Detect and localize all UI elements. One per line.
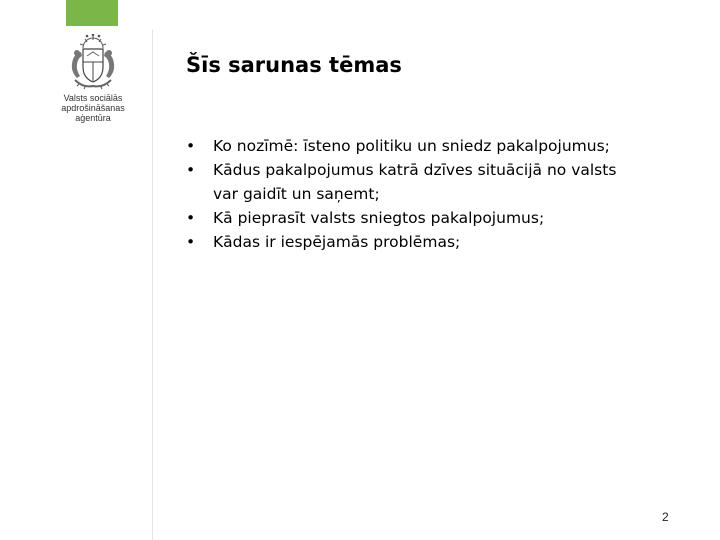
bullet-icon: •: [186, 137, 196, 155]
list-item-text: Kādus pakalpojumus katrā dzīves situācijā no valsts var gaidīt un saņemt;: [213, 161, 617, 203]
agency-name-line-3: aģentūra: [75, 113, 111, 123]
bullet-icon: •: [186, 161, 196, 179]
latvia-coat-of-arms-icon: [65, 34, 121, 90]
agency-name-line-2: apdrošināšanas: [61, 103, 125, 113]
bullet-icon: •: [186, 233, 196, 251]
list-item: [184, 158, 644, 206]
list-item-text: Kā pieprasīt valsts sniegtos pakalpojumus;: [213, 209, 545, 227]
list-item-text: Kādas ir iespējamās problēmas;: [213, 233, 461, 251]
topics-list: [184, 134, 644, 254]
bullet-icon: •: [186, 209, 196, 227]
agency-logo: [56, 34, 130, 123]
list-item-text: Ko nozīmē: īsteno politiku un sniedz pakalpojumus;: [213, 137, 610, 155]
sidebar-divider: [152, 30, 153, 540]
accent-bar: [66, 0, 118, 26]
agency-name-line-1: Valsts sociālās: [63, 93, 123, 103]
agency-name: [56, 93, 130, 123]
list-item: [184, 206, 644, 230]
slide-title: Šīs sarunas tēmas: [186, 53, 402, 77]
list-item: [184, 134, 644, 158]
page-number: 2: [662, 510, 669, 524]
list-item: [184, 230, 644, 254]
